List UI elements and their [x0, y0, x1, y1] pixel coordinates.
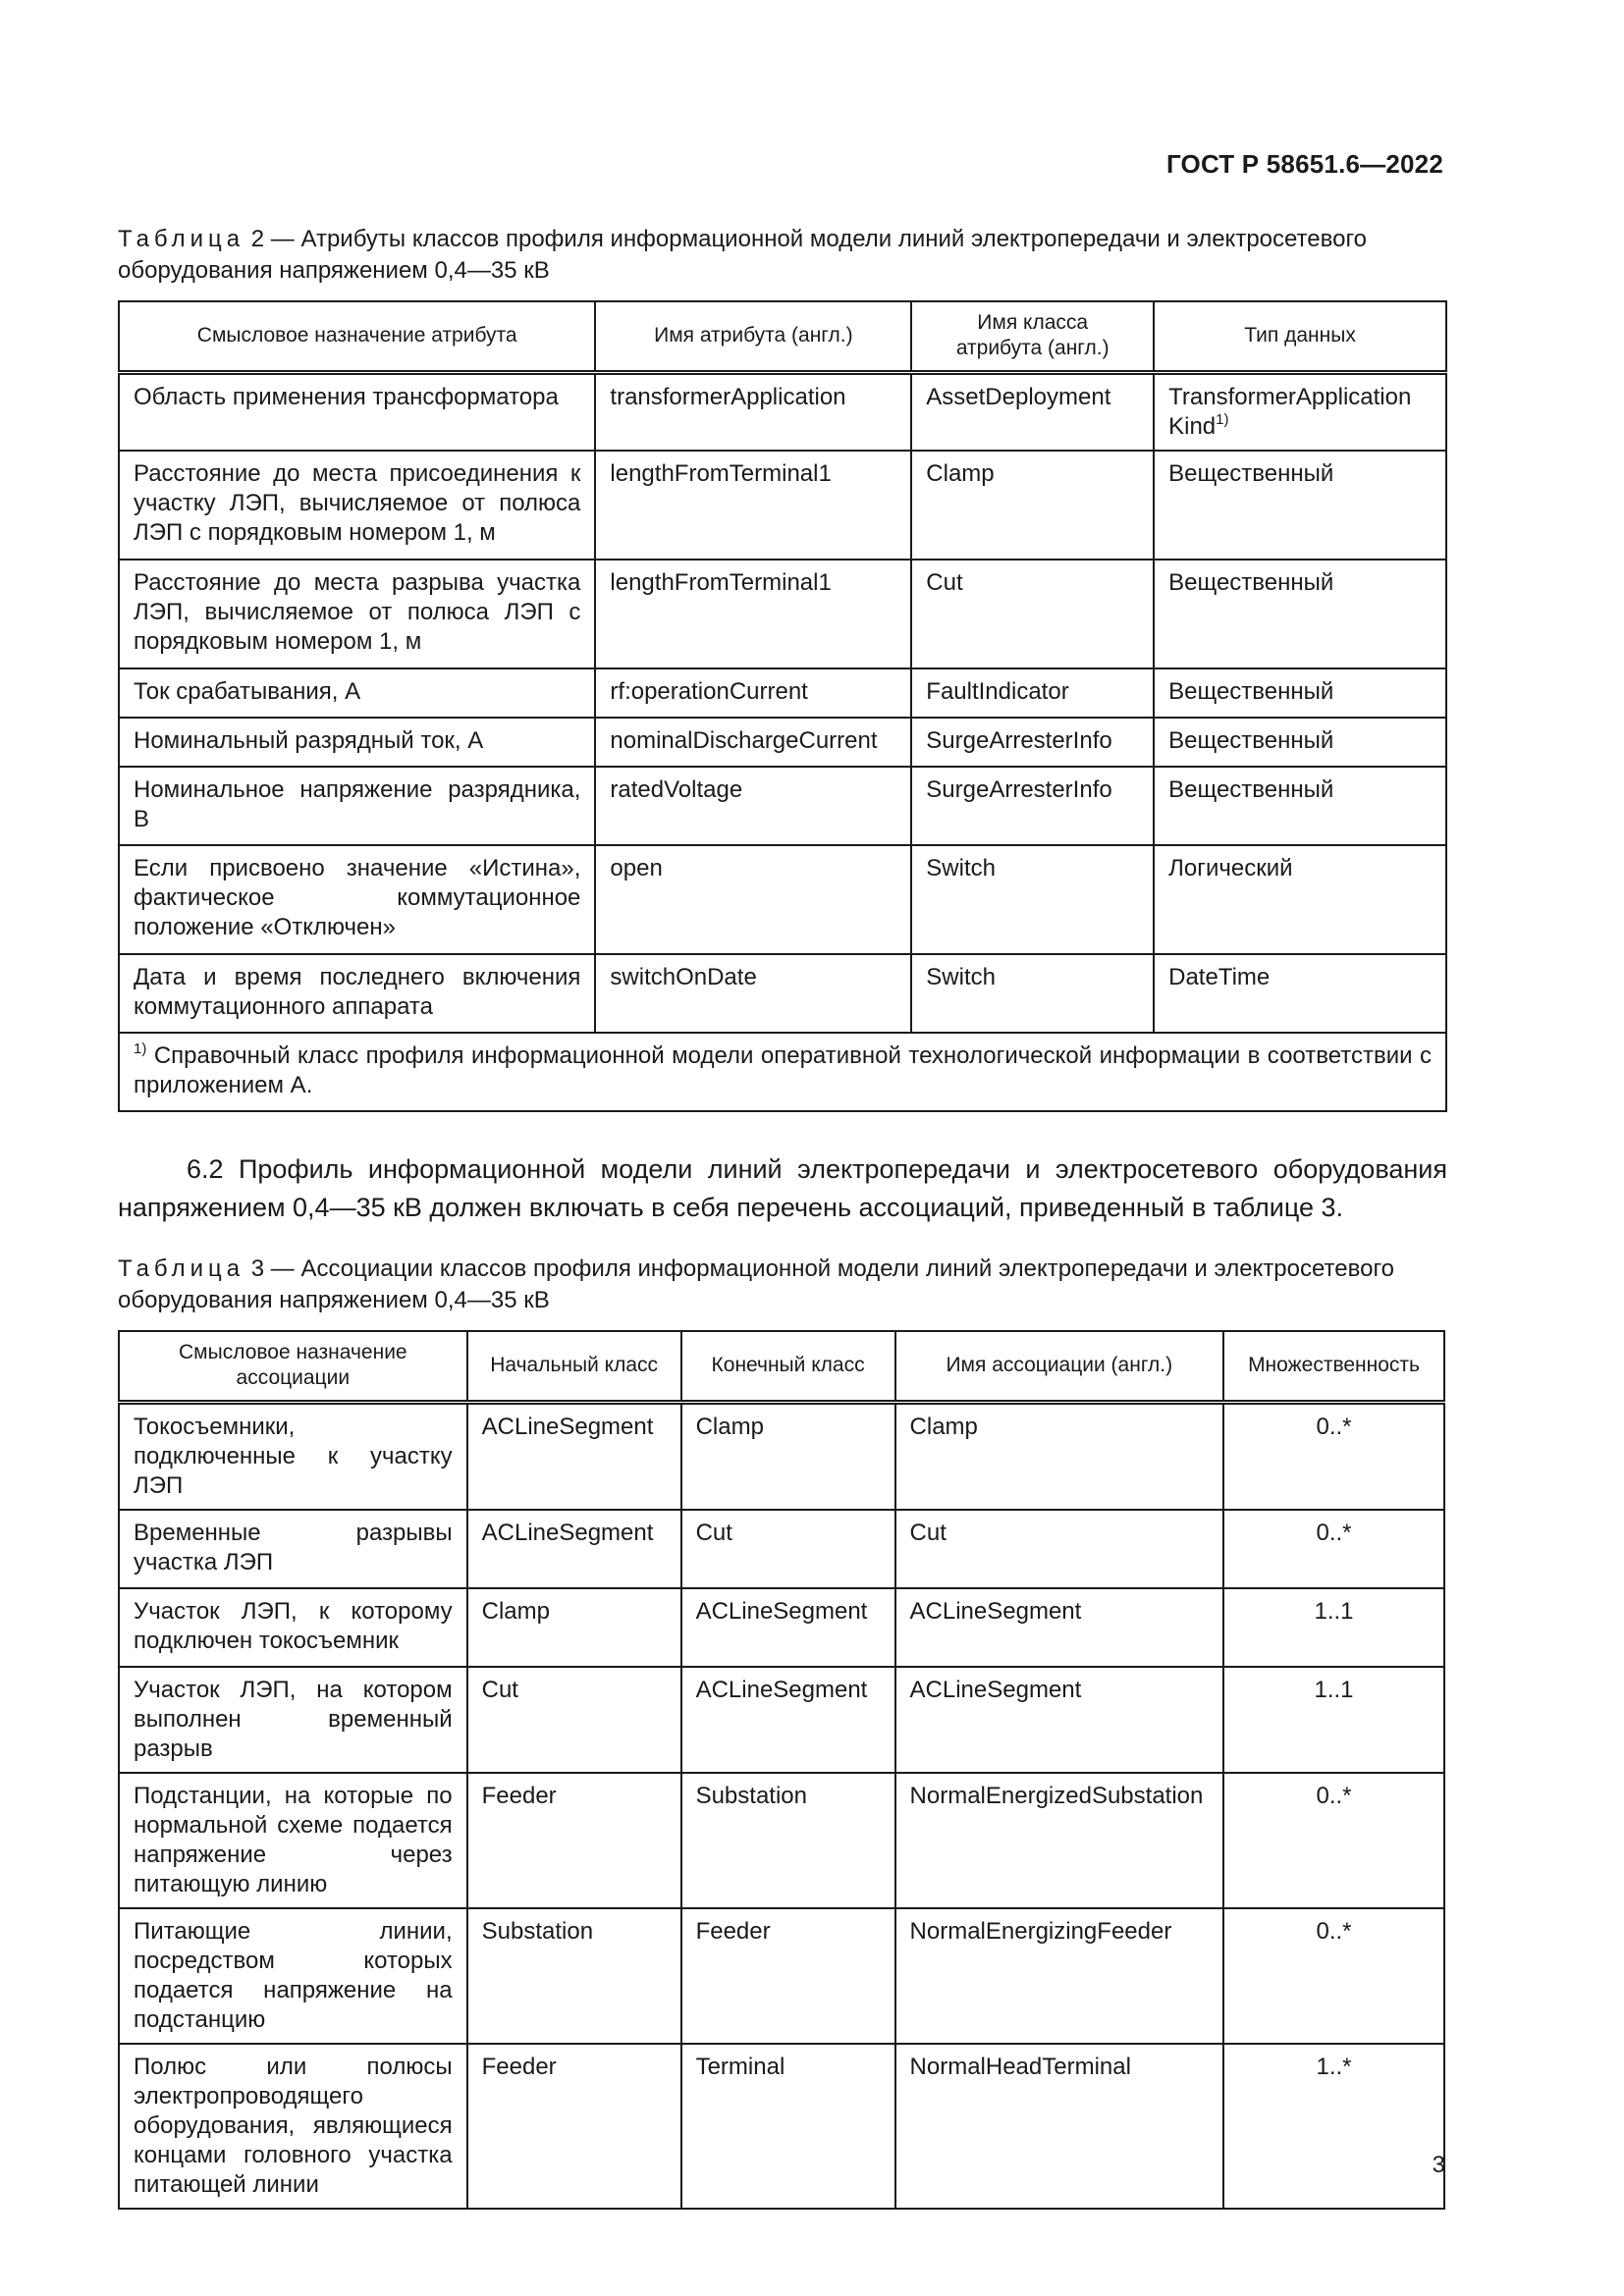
cell-purpose: Ток срабатывания, А [119, 668, 595, 718]
cell-purpose: Подстанции, на которые по нормальной схеме подается напряжение через питающую линию [119, 1773, 467, 1908]
cell-type [1154, 372, 1446, 451]
cell-type: DateTime [1154, 954, 1446, 1033]
table3-col-start-class: Начальный класс [467, 1331, 681, 1402]
cell-end: Substation [681, 1773, 895, 1908]
table-row [119, 560, 1446, 668]
footnote-mark: 1) [134, 1041, 147, 1057]
table-row [119, 767, 1446, 845]
standard-id: ГОСТ Р 58651.6—2022 [1165, 149, 1443, 179]
table-row [119, 718, 1446, 767]
cell-mult: 1..1 [1223, 1588, 1444, 1667]
cell-mult: 0..* [1223, 1510, 1444, 1588]
table-row [119, 1588, 1444, 1667]
cell-purpose: Номинальное напряжение разрядника, В [119, 767, 595, 845]
cell-class: Cut [911, 560, 1154, 668]
cell-assoc: ACLineSegment [895, 1588, 1224, 1667]
table2-header-row [119, 301, 1446, 372]
cell-end: Cut [681, 1510, 895, 1588]
table3-col-multiplicity: Множественность [1223, 1331, 1444, 1402]
cell-end: Terminal [681, 2044, 895, 2209]
table-row [119, 1908, 1444, 2044]
cell-type: Вещественный [1154, 767, 1446, 845]
table2-col-class-name: Имя класса атрибута (англ.) [911, 301, 1154, 372]
cell-purpose: Временные разрывы участка ЛЭП [119, 1510, 467, 1588]
cell-start: Feeder [467, 2044, 681, 2209]
table-row [119, 2044, 1444, 2209]
cell-purpose: Расстояние до места разрыва участка ЛЭП, вычисляемое от полюса ЛЭП с порядковым номером 1, м [119, 560, 595, 668]
table3-col-end-class: Конечный класс [681, 1331, 895, 1402]
cell-type: Логический [1154, 845, 1446, 954]
table-row [119, 668, 1446, 718]
cell-type: Вещественный [1154, 560, 1446, 668]
footnote-ref: 1) [1216, 410, 1229, 428]
cell-end: ACLineSegment [681, 1588, 895, 1667]
table2 [118, 300, 1447, 1112]
table2-caption-label: Таблица [118, 226, 245, 252]
cell-assoc: Cut [895, 1510, 1224, 1588]
cell-attr: rf:operationCurrent [595, 668, 911, 718]
cell-purpose: Питающие линии, посредством которых подается напряжение на подстанцию [119, 1908, 467, 2044]
cell-purpose: Участок ЛЭП, к которому подключен токосъемник [119, 1588, 467, 1667]
cell-mult: 0..* [1223, 1402, 1444, 1510]
cell-start: Substation [467, 1908, 681, 2044]
cell-purpose: Область применения трансформатора [119, 372, 595, 451]
cell-attr: open [595, 845, 911, 954]
table2-footnote-row [119, 1033, 1446, 1111]
cell-purpose: Участок ЛЭП, на котором выполнен временный разрыв [119, 1667, 467, 1773]
cell-mult: 0..* [1223, 1773, 1444, 1908]
table2-caption-text: 2 — Атрибуты классов профиля информационной модели линий электропередачи и электросетевого оборудования напряжением 0,4—35 кВ [118, 226, 1368, 284]
cell-purpose: Полюс или полюсы электропроводящего оборудования, являющиеся концами головного участка питающей линии [119, 2044, 467, 2209]
cell-mult: 1..1 [1223, 1667, 1444, 1773]
table-row [119, 845, 1446, 954]
table3-caption-label: Таблица [118, 1255, 245, 1282]
table2-col-data-type: Тип данных [1154, 301, 1446, 372]
table-row [119, 1402, 1444, 1510]
cell-mult: 1..* [1223, 2044, 1444, 2209]
table-row [119, 1667, 1444, 1773]
cell-start: Clamp [467, 1588, 681, 1667]
paragraph-6-2 [118, 1150, 1447, 1227]
cell-start: Cut [467, 1667, 681, 1773]
cell-class: Switch [911, 954, 1154, 1033]
cell-attr: nominalDischargeCurrent [595, 718, 911, 767]
cell-purpose: Если присвоено значение «Истина», фактическое коммутационное положение «Отключен» [119, 845, 595, 954]
table3-header-row [119, 1331, 1444, 1402]
cell-purpose: Расстояние до места присоединения к участку ЛЭП, вычисляемое от полюса ЛЭП с порядковым номером 1, м [119, 451, 595, 560]
table-row [119, 1510, 1444, 1588]
table-row [119, 451, 1446, 560]
cell-type: Вещественный [1154, 718, 1446, 767]
table2-col-attr-name: Имя атрибута (англ.) [595, 301, 911, 372]
table3-col-purpose: Смысловое назначение ассоциации [119, 1331, 467, 1402]
cell-class: Switch [911, 845, 1154, 954]
cell-class: SurgeArresterInfo [911, 718, 1154, 767]
cell-attr: ratedVoltage [595, 767, 911, 845]
cell-end: ACLineSegment [681, 1667, 895, 1773]
cell-assoc: NormalHeadTerminal [895, 2044, 1224, 2209]
cell-start: ACLineSegment [467, 1402, 681, 1510]
table-row [119, 372, 1446, 451]
cell-start: Feeder [467, 1773, 681, 1908]
cell-end: Clamp [681, 1402, 895, 1510]
table-row [119, 1773, 1444, 1908]
table2-caption [118, 224, 1445, 287]
table3-col-assoc-name: Имя ассоциации (англ.) [895, 1331, 1224, 1402]
cell-purpose: Токосъемники, подключенные к участку ЛЭП [119, 1402, 467, 1510]
table3-caption-text: 3 — Ассоциации классов профиля информационной модели линий электропередачи и электросетевого оборудования напряжением 0,4—35 кВ [118, 1255, 1395, 1313]
cell-type: Вещественный [1154, 668, 1446, 718]
page-number: 3 [1432, 2152, 1445, 2178]
cell-class: Clamp [911, 451, 1154, 560]
table-row [119, 954, 1446, 1033]
cell-attr: lengthFromTerminal1 [595, 451, 911, 560]
cell-type: Вещественный [1154, 451, 1446, 560]
cell-class: SurgeArresterInfo [911, 767, 1154, 845]
paragraph-6-2-text: 6.2 Профиль информационной модели линий электропередачи и электросетевого оборудования напряжением 0,4—35 кВ должен включать в себя перечень ассоциаций, приведенный в таблице 3. [118, 1154, 1447, 1222]
cell-start: ACLineSegment [467, 1510, 681, 1588]
cell-class: AssetDeployment [911, 372, 1154, 451]
table3-caption [118, 1254, 1445, 1316]
table2-col-purpose: Смысловое назначение атрибута [119, 301, 595, 372]
cell-attr: switchOnDate [595, 954, 911, 1033]
cell-attr: lengthFromTerminal1 [595, 560, 911, 668]
cell-attr: transformerApplication [595, 372, 911, 451]
cell-assoc: ACLineSegment [895, 1667, 1224, 1773]
cell-assoc: Clamp [895, 1402, 1224, 1510]
cell-mult: 0..* [1223, 1908, 1444, 2044]
table3 [118, 1330, 1445, 2210]
footnote-text: Справочный класс профиля информационной модели оперативной технологической информации в соответствии с приложением А. [134, 1042, 1433, 1098]
cell-assoc: NormalEnergizingFeeder [895, 1908, 1224, 2044]
cell-end: Feeder [681, 1908, 895, 2044]
cell-purpose: Номинальный разрядный ток, А [119, 718, 595, 767]
table2-footnote [119, 1033, 1446, 1111]
cell-purpose: Дата и время последнего включения коммутационного аппарата [119, 954, 595, 1033]
cell-assoc: NormalEnergizedSubstation [895, 1773, 1224, 1908]
cell-class: FaultIndicator [911, 668, 1154, 718]
cell-type-text: TransformerApplication Kind [1168, 383, 1412, 440]
